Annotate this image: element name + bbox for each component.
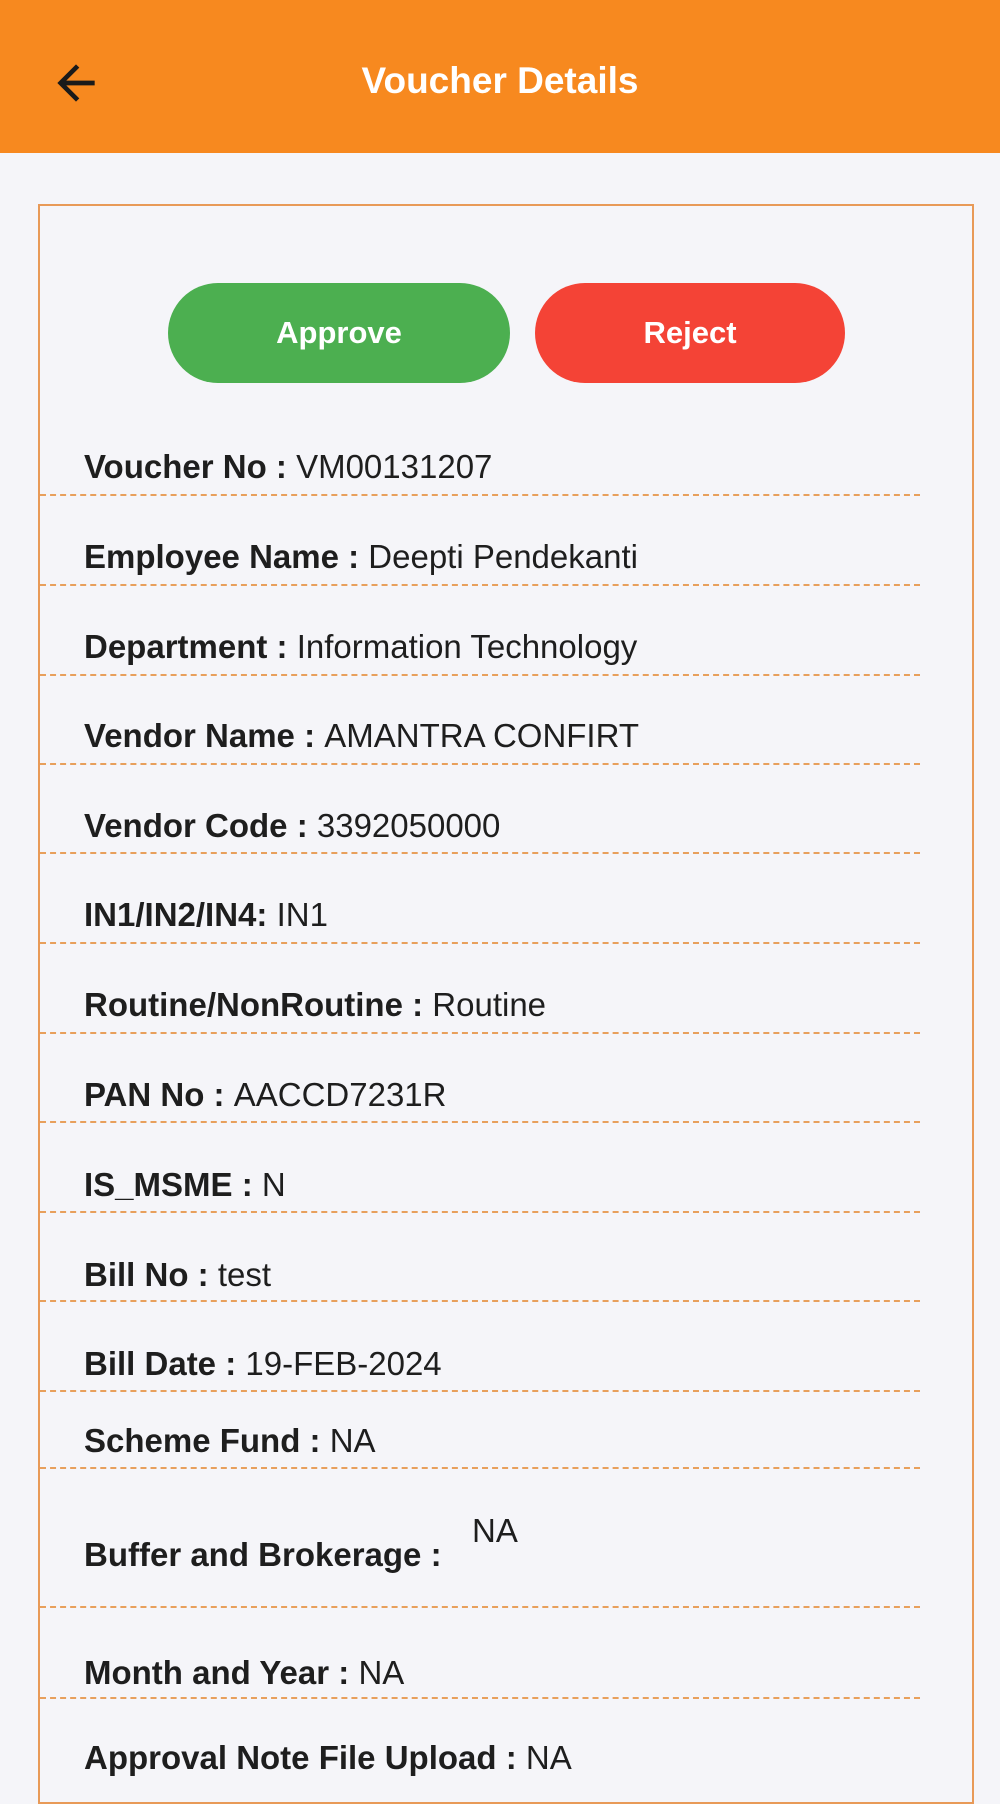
divider <box>40 1697 920 1699</box>
field-label: Voucher No <box>84 448 267 485</box>
field-approval-note: Approval Note File Upload : NA <box>84 1739 572 1776</box>
field-label: Month and Year <box>84 1654 330 1691</box>
field-employee-name: Employee Name : Deepti Pendekanti <box>84 538 638 575</box>
field-value: test <box>217 1256 272 1293</box>
field-value: NA <box>329 1422 376 1459</box>
field-value: NA <box>358 1654 405 1691</box>
field-label: Vendor Code <box>84 807 288 844</box>
field-scheme-fund: Scheme Fund : NA <box>84 1422 376 1459</box>
field-label: Employee Name <box>84 538 339 575</box>
field-label: Routine/NonRoutine <box>84 986 403 1023</box>
field-pan-no: PAN No : AACCD7231R <box>84 1076 447 1113</box>
field-value: 19-FEB-2024 <box>245 1345 442 1382</box>
reject-button[interactable]: Reject <box>535 283 845 383</box>
divider <box>40 1390 920 1392</box>
field-in-type <box>84 896 328 934</box>
field-label: Vendor Name <box>84 717 295 754</box>
field-is-msme: IS_MSME : N <box>84 1166 286 1203</box>
field-label: Bill No <box>84 1256 189 1293</box>
divider <box>40 674 920 676</box>
divider <box>40 584 920 586</box>
field-voucher-no: Voucher No : VM00131207 <box>84 448 493 485</box>
field-label: Department <box>84 628 268 665</box>
field-routine: Routine/NonRoutine : Routine <box>84 986 547 1023</box>
field-value: 3392050000 <box>316 807 501 844</box>
field-label: Buffer and Brokerage <box>84 1536 422 1573</box>
divider <box>40 763 920 765</box>
field-value: NA <box>525 1739 572 1776</box>
field-label: IS_MSME <box>84 1166 233 1203</box>
divider <box>40 1121 920 1123</box>
divider <box>40 1606 920 1608</box>
approve-button[interactable]: Approve <box>168 283 510 383</box>
field-label: Approval Note File Upload <box>84 1739 497 1776</box>
divider <box>40 1032 920 1034</box>
field-value: IN1 <box>276 896 328 933</box>
field-bill-no: Bill No : test <box>84 1256 272 1293</box>
field-label: Bill Date <box>84 1345 217 1382</box>
field-label: Scheme Fund <box>84 1422 301 1459</box>
divider <box>40 852 920 854</box>
divider <box>40 1467 920 1469</box>
divider <box>40 494 920 496</box>
field-buffer-brokerage: Buffer and Brokerage : <box>84 1536 442 1573</box>
field-value: VM00131207 <box>296 448 493 485</box>
field-label: PAN No <box>84 1076 205 1113</box>
field-vendor-code: Vendor Code : 3392050000 <box>84 807 501 844</box>
back-arrow-icon[interactable] <box>48 55 104 111</box>
field-department: Department : Information Technology <box>84 628 638 665</box>
divider <box>40 1300 920 1302</box>
field-value: N <box>261 1166 286 1203</box>
field-value: Routine <box>432 986 547 1023</box>
app-bar <box>0 0 1000 153</box>
field-value: Deepti Pendekanti <box>368 538 638 575</box>
field-bill-date: Bill Date : 19-FEB-2024 <box>84 1345 442 1382</box>
field-value: Information Technology <box>296 628 638 665</box>
divider <box>40 1211 920 1213</box>
field-value: NA <box>472 1512 518 1549</box>
field-vendor-name: Vendor Name : AMANTRA CONFIRT <box>84 717 639 754</box>
field-month-year: Month and Year : NA <box>84 1654 405 1691</box>
page-title: Voucher Details <box>361 60 639 101</box>
field-label: IN1/IN2/IN4: <box>84 896 268 933</box>
field-value: AMANTRA CONFIRT <box>324 717 639 754</box>
divider <box>40 942 920 944</box>
field-value: AACCD7231R <box>233 1076 447 1113</box>
